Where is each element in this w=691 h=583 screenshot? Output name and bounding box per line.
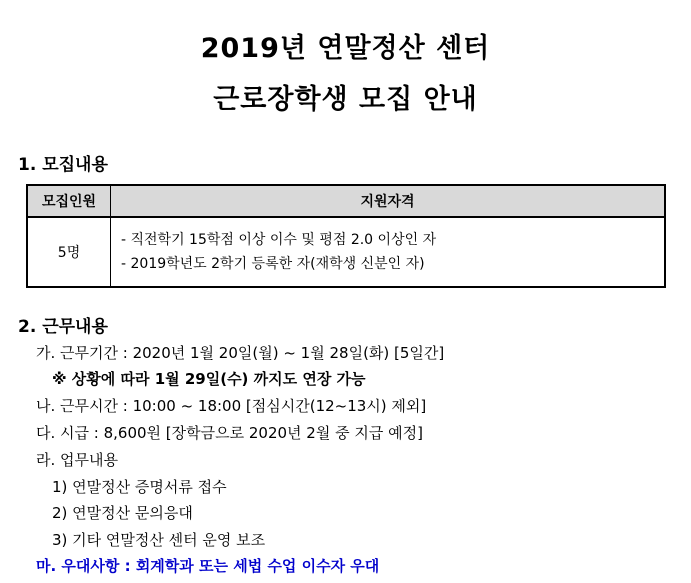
- preference-note: 마. 우대사항 : 회계학과 또는 세법 수업 이수자 우대: [36, 557, 380, 575]
- page-title-line1: 2019년 연말정산 센터: [200, 33, 491, 64]
- table-header-count: 모집인원: [27, 185, 111, 217]
- recruitment-table: [26, 184, 666, 288]
- work-hours: 나. 근무시간 : 10:00 ~ 18:00 [점심시간(12~13시) 제외]: [36, 397, 427, 415]
- work-period: 가. 근무기간 : 2020년 1월 20일(월) ~ 1월 28일(화) [5일간]: [36, 344, 445, 362]
- duty-item: 1) 연말정산 증명서류 접수: [52, 478, 227, 496]
- section-heading-work: 2. 근무내용: [18, 317, 108, 337]
- requirement-item: - 직전학기 15학점 이상 이수 및 평점 2.0 이상인 자: [121, 232, 437, 248]
- table-header-requirements: 지원자격: [111, 185, 666, 217]
- requirement-item: - 2019학년도 2학기 등록한 자(재학생 신분인 자): [121, 256, 425, 272]
- page-title-line2: 근로장학생 모집 안내: [213, 84, 478, 115]
- extension-note: ※ 상황에 따라 1월 29일(수) 까지도 연장 가능: [52, 370, 366, 388]
- duties-heading: 라. 업무내용: [36, 451, 118, 469]
- hourly-wage: 다. 시급 : 8,600원 [장학금으로 2020년 2월 중 지급 예정]: [36, 424, 423, 442]
- duty-item: 2) 연말정산 문의응대: [52, 504, 193, 522]
- table-cell-count: 5명: [27, 217, 111, 287]
- section-heading-recruitment: 1. 모집내용: [18, 155, 108, 175]
- table-row: [27, 217, 665, 287]
- table-cell-requirements: [111, 217, 666, 287]
- duty-item: 3) 기타 연말정산 센터 운영 보조: [52, 531, 266, 549]
